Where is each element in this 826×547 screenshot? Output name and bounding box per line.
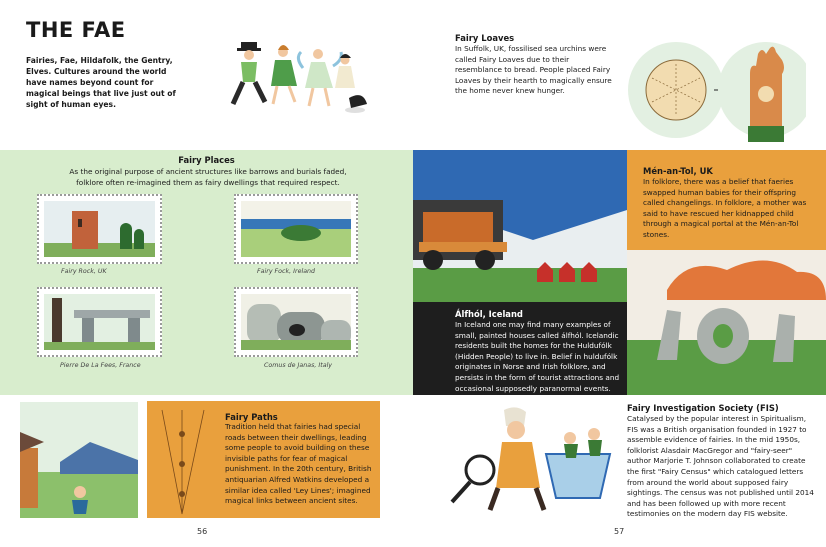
stamp-comus-de-janas — [234, 287, 358, 357]
caption-pierre-de-la-fees: Pierre De La Fees, France — [60, 362, 141, 369]
page-title: THE FAE — [26, 18, 126, 42]
men-an-tol-stones-illustration — [627, 250, 826, 395]
cottage-illustration — [20, 402, 138, 518]
fairy-loaf-illustration — [626, 34, 806, 146]
caption-comus-de-janas: Comus de Janas, Italy — [264, 362, 333, 369]
men-an-tol-heading: Mén-an-Tol, UK — [643, 166, 713, 176]
caption-fairy-fock: Fairy Fock, Ireland — [257, 268, 316, 275]
ley-lines-illustration — [152, 404, 214, 516]
men-an-tol-text: In folklore, there was a belief that faeries swapped human babies for their offspring called changelings. In folklore, a mother was said to have rescued her kidnapped child through a magical portal at the Mén-an-Tol stones. — [643, 177, 807, 239]
stamp-fairy-rock — [37, 194, 162, 264]
fairy-paths-text: Tradition held that fairies had special roads between their dwellings, leading some people to avoid building on these invisible paths for fear of magical punishment. In the 20th century, British antiquarian Alfred Watkins developed a similar idea called 'Ley Lines'; imagined magical links between ancient sites. — [225, 422, 372, 506]
page-number-left: 56 — [197, 527, 208, 536]
fairy-places-heading: Fairy Places — [178, 155, 235, 165]
intro-text: Fairies, Fae, Hildafolk, the Gentry, Elves. Cultures around the world have names beyond count for magical beings that live just out of sight of human eyes. — [26, 56, 176, 109]
fis-heading: Fairy Investigation Society (FIS) — [627, 403, 779, 413]
dancing-fairies-illustration — [225, 38, 373, 116]
fis-text: Catalysed by the popular interest in Spiritualism, FIS was a British organisation founded in 1927 to assemble evidence of fairies. In the mid 1950s, folklorist Alasdair MacGregor and "fairy-seer" author Marjorie T. Johnson collaborated to create the first "Fairy Census" which catalogued letters from around the world about supposed fairy sightings. The census was not published until 2014 and has been followed up with more recent testimonies on the modern day FIS website. — [627, 414, 814, 519]
fairy-loaves-text: In Suffolk, UK, fossilised sea urchins were called Fairy Loaves due to their resemblance to bread. People placed Fairy Loaves by their hearth to magically ensure the home never knew hunger. — [455, 44, 612, 96]
alfhol-text: In Iceland one may find many examples of small, painted houses called álfhól. Icelandic residents built the homes for the Huldufólk (Hidden People) to live in. Belief in huldufólk originates in Norse and Irish folklore, and persists in the form of tourist attractions and occasional supposedly paranormal events. — [455, 320, 620, 393]
fairy-places-text: As the original purpose of ancient structures like barrows and burials faded, folklore often re-imagined them as fairy dwellings that required respect. — [69, 167, 347, 187]
alfhol-scene-illustration — [413, 150, 627, 302]
page-number-right: 57 — [614, 527, 625, 536]
stamp-fairy-fock — [234, 194, 358, 264]
fairy-loaves-heading: Fairy Loaves — [455, 33, 515, 43]
alfhol-heading: Álfhól, Iceland — [455, 309, 523, 319]
fairy-paths-heading: Fairy Paths — [225, 412, 278, 422]
fairy-investigator-illustration — [440, 402, 620, 518]
stamp-pierre-de-la-fees — [37, 287, 162, 357]
caption-fairy-rock: Fairy Rock, UK — [61, 268, 107, 275]
